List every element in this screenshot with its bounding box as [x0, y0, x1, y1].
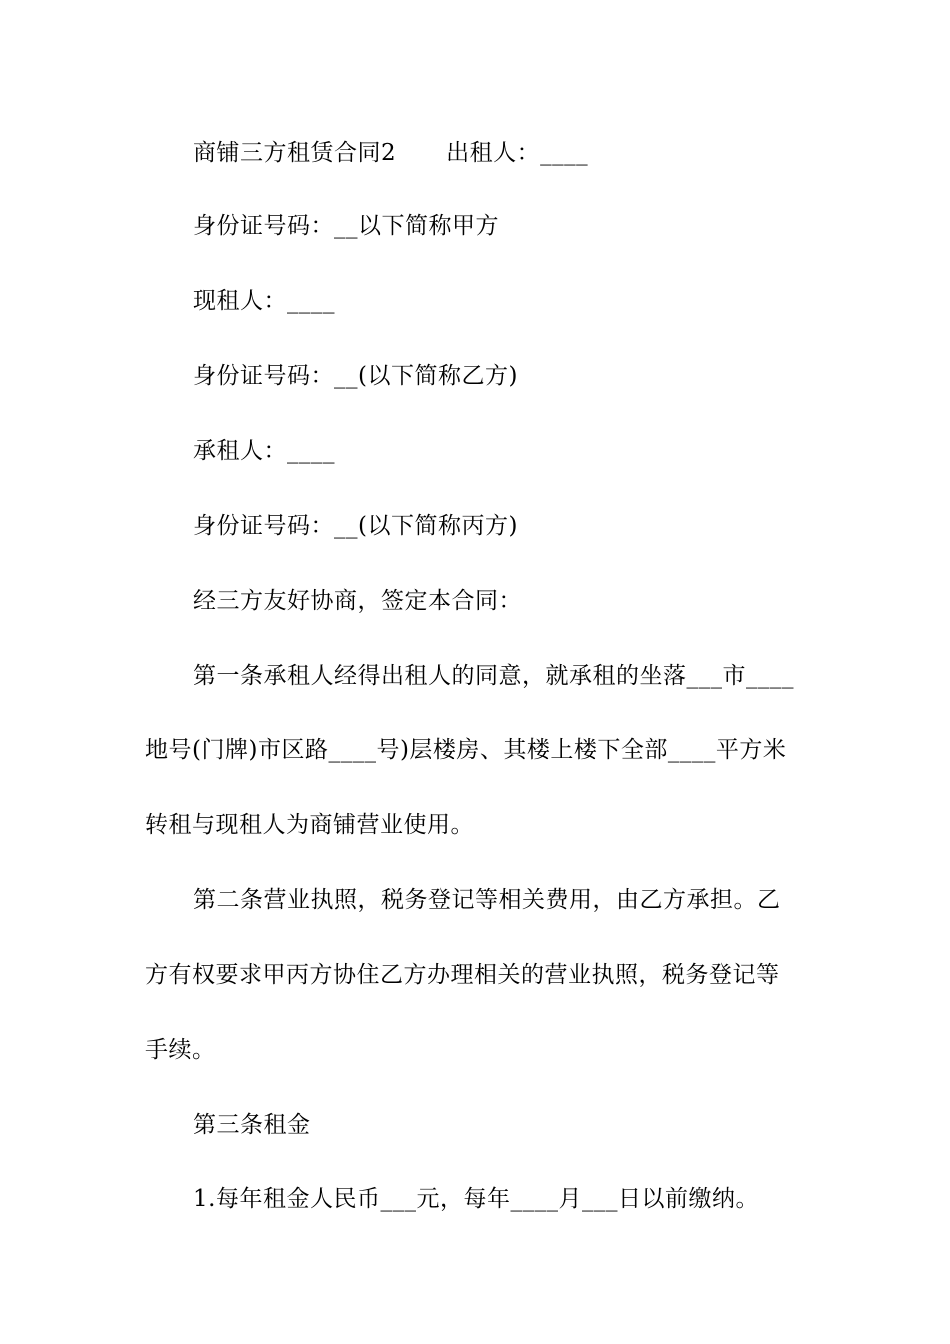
- lessor-label: 出租人：____: [446, 140, 589, 166]
- lessee-line: 承租人：____: [193, 438, 335, 464]
- article-1-line-3: 转租与现租人为商铺营业使用。: [145, 812, 474, 838]
- article-2-line-3: 手续。: [145, 1037, 216, 1063]
- article-2-line-1: 第二条营业执照，税务登记等相关费用，由乙方承担。乙: [193, 887, 781, 913]
- article-1-line-1: 第一条承租人经得出租人的同意，就承租的坐落___市____: [193, 663, 794, 689]
- article-3-heading: 第三条租金: [193, 1112, 311, 1138]
- article-1-line-2: 地号(门牌)市区路____号)层楼房、其楼上楼下全部____平方米: [145, 737, 787, 763]
- article-3-item-1: 1.每年租金人民币___元，每年____月___日以前缴纳。: [193, 1186, 759, 1212]
- document-title: 商铺三方租赁合同2: [193, 140, 397, 166]
- article-2-line-2: 方有权要求甲丙方协住乙方办理相关的营业执照，税务登记等: [145, 962, 780, 988]
- title-line: [193, 138, 810, 168]
- current-lessee-line: 现租人：____: [193, 288, 335, 314]
- party-c-id-line: 身份证号码：__(以下简称丙方): [193, 513, 518, 539]
- party-b-id-line: 身份证号码：__(以下简称乙方): [193, 363, 518, 389]
- party-a-id-line: 身份证号码：__以下简称甲方: [193, 213, 499, 239]
- agreement-intro-line: 经三方友好协商，签定本合同：: [193, 588, 522, 614]
